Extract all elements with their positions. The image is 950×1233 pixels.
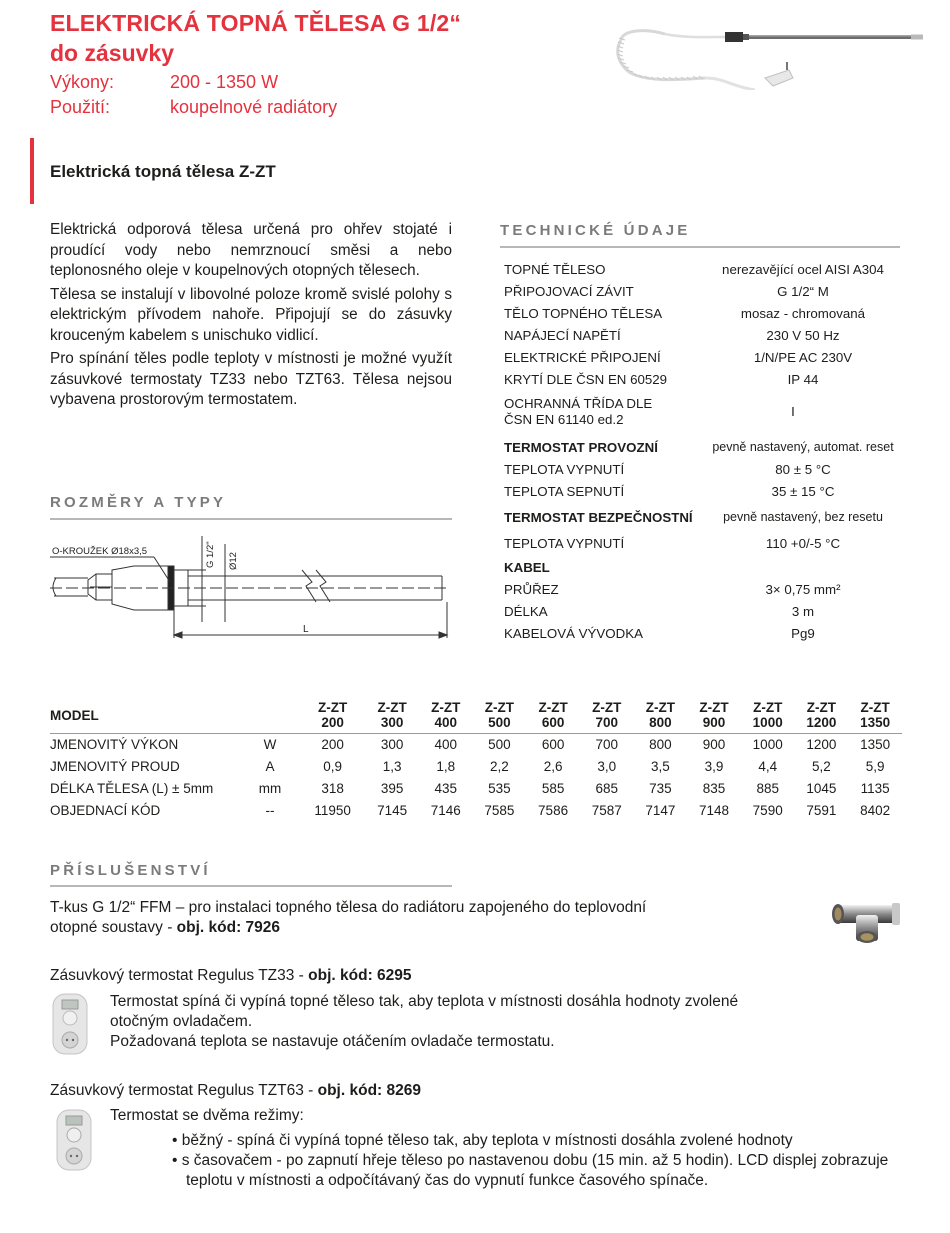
page-title-subline: do zásuvky [50, 40, 174, 66]
model-column-header: Z-ZT 700 [580, 698, 634, 734]
tzt63-intro: Termostat se dvěma režimy: [110, 1107, 304, 1124]
oring-label: O-KROUŽEK Ø18x3,5 [52, 546, 148, 557]
intro-paragraph: Elektrická odporová tělesa určená pro ohřev stojaté i proudící vody nebo nemrznoucí směsi a nebo teplonosného oleje v koupelnových otopných tělesech. [50, 221, 452, 279]
svg-text:Ø12: Ø12 [228, 552, 239, 570]
section-subtitle: Elektrická topná tělesa Z-ZT [50, 162, 276, 181]
power-value: 200 - 1350 W [170, 72, 279, 92]
list-item: • běžný - spíná či vypíná topné těleso tak, aby teplota v místnosti dosáhla zvolené hodnoty [172, 1132, 793, 1149]
accessories-heading: PŘÍSLUŠENSTVÍ [50, 862, 211, 879]
tzt63-title: Zásuvkový termostat Regulus TZT63 - obj. kód: 8269 [50, 1082, 421, 1099]
tech-row: DÉLKA 3 m [504, 603, 815, 619]
tech-row-group: TERMOSTAT PROVOZNÍ pevně nastavený, automat. reset [504, 439, 894, 455]
dimensions-divider [50, 518, 452, 520]
tech-row: ELEKTRICKÉ PŘIPOJENÍ 1/N/PE AC 230V [504, 349, 853, 365]
model-header-label: MODEL [50, 698, 240, 734]
tzt63-order-code: obj. kód: 8269 [317, 1082, 421, 1099]
power-label: Výkony: [50, 72, 115, 92]
intro-paragraph: Tělesa se instalují v libovolné poloze kromě svislé polohy s elektrickým přívodem nahoře. Připojují se do zásuvky krouceným kabelem s unischuko vidlicí. [50, 285, 452, 344]
thermostat-tzt63-photo-icon [54, 1108, 94, 1172]
svg-text:L: L [303, 624, 309, 635]
table-row: OBJEDNACÍ KÓD -- 11950 7145 7146 7585 7586 7587 7147 7148 7590 7591 8402 [50, 803, 891, 818]
model-column-header: Z-ZT 500 [473, 698, 527, 734]
accessories-divider [50, 885, 452, 887]
intro-paragraph: Pro spínání těles podle teploty v místnosti je možné využít zásuvkové termostaty TZ33 nebo TZT63. Tělesa nejsou vybavena prostorovým termostatem. [50, 350, 452, 408]
tz33-description: Termostat spíná či vypíná topné těleso tak, aby teplota v místnosti dosáhla hodnoty zvolené otočným ovladačem. Požadovaná teplota se nastavuje otáčením ovladače termostatu. [110, 993, 739, 1050]
model-column-header: Z-ZT 1200 [795, 698, 849, 734]
section-accent-bar [30, 138, 34, 204]
page-title: ELEKTRICKÁ TOPNÁ TĚLESA G 1/2“ [50, 10, 462, 36]
tech-data-table [504, 258, 904, 644]
tz33-order-code: obj. kód: 6295 [308, 967, 412, 984]
tech-row: KRYTÍ DLE ČSN EN 60529 IP 44 [504, 371, 819, 387]
model-table [50, 698, 902, 822]
model-table-header [50, 698, 902, 734]
table-row: JMENOVITÝ VÝKON W 200 300 400 500 600 700 800 900 1000 1200 1350 [50, 737, 891, 753]
model-column-header: Z-ZT 800 [634, 698, 688, 734]
thermostat-tz33-photo-icon [50, 992, 90, 1056]
tech-row: OCHRANNÁ TŘÍDA DLE ČSN EN 61140 ed.2 I [504, 396, 795, 427]
intro-text [50, 220, 452, 414]
tech-row: KABELOVÁ VÝVODKA Pg9 [504, 625, 815, 641]
tech-data-divider [500, 246, 900, 248]
model-column-header: Z-ZT 400 [419, 698, 473, 734]
tech-row: NAPÁJECÍ NAPĚTÍ 230 V 50 Hz [504, 327, 840, 343]
model-column-header: Z-ZT 1350 [848, 698, 902, 734]
model-column-header: Z-ZT 900 [687, 698, 741, 734]
tz33-title: Zásuvkový termostat Regulus TZ33 - obj. kód: 6295 [50, 967, 412, 984]
tech-row: PRŮŘEZ 3× 0,75 mm² [504, 581, 841, 597]
table-row: DÉLKA TĚLESA (L) ± 5mm mm 318 395 435 535 585 685 735 835 885 1045 1135 [50, 781, 890, 796]
list-item: • s časovačem - po zapnutí hřeje těleso po nastavenou dobu (15 min. až 5 hodin). LCD displej zobrazuje teplotu v místnosti a odpočítávaný čas do vypnutí funkce časového spínače. [172, 1152, 889, 1189]
model-column-header: Z-ZT 200 [300, 698, 365, 734]
tech-row: TEPLOTA VYPNUTÍ 110 +0/-5 °C [504, 535, 841, 551]
tech-row: TEPLOTA SEPNUTÍ 35 ± 15 °C [504, 483, 835, 499]
tech-row-group: TERMOSTAT BEZPEČNOSTNÍ pevně nastavený, bez resetu [504, 509, 883, 525]
tech-data-heading: TECHNICKÉ ÚDAJE [500, 222, 691, 239]
svg-text:G 1/2": G 1/2" [205, 541, 216, 568]
tech-row-group: KABEL [504, 559, 550, 575]
model-column-header: Z-ZT 600 [526, 698, 580, 734]
model-column-header: Z-ZT 300 [365, 698, 419, 734]
dimensions-heading: ROZMĚRY A TYPY [50, 494, 227, 511]
tech-row: TEPLOTA VYPNUTÍ 80 ± 5 °C [504, 461, 831, 477]
tee-fitting-photo-icon [828, 895, 906, 947]
usage-label: Použití: [50, 97, 111, 117]
tech-row: PŘIPOJOVACÍ ZÁVIT G 1/2“ M [504, 283, 829, 299]
technical-drawing-icon [50, 530, 460, 650]
tee-fitting-description: T-kus G 1/2“ FFM – pro instalaci topného tělesa do radiátoru zapojeného do teplovodní otopné soustavy - obj. kód: 7926 [50, 899, 647, 936]
usage-value: koupelnové radiátory [170, 97, 338, 117]
heating-element-photo-icon [605, 20, 935, 90]
model-column-header: Z-ZT 1000 [741, 698, 795, 734]
tech-row: TĚLO TOPNÉHO TĚLESA mosaz - chromovaná [504, 305, 866, 321]
tech-row: TOPNÉ TĚLESO nerezavějící ocel AISI A304 [504, 261, 884, 277]
tzt63-modes-list [172, 1131, 902, 1191]
table-row: JMENOVITÝ PROUD A 0,9 1,3 1,8 2,2 2,6 3,0 3,5 3,9 4,4 5,2 5,9 [50, 759, 885, 774]
tee-order-code: obj. kód: 7926 [176, 919, 281, 936]
